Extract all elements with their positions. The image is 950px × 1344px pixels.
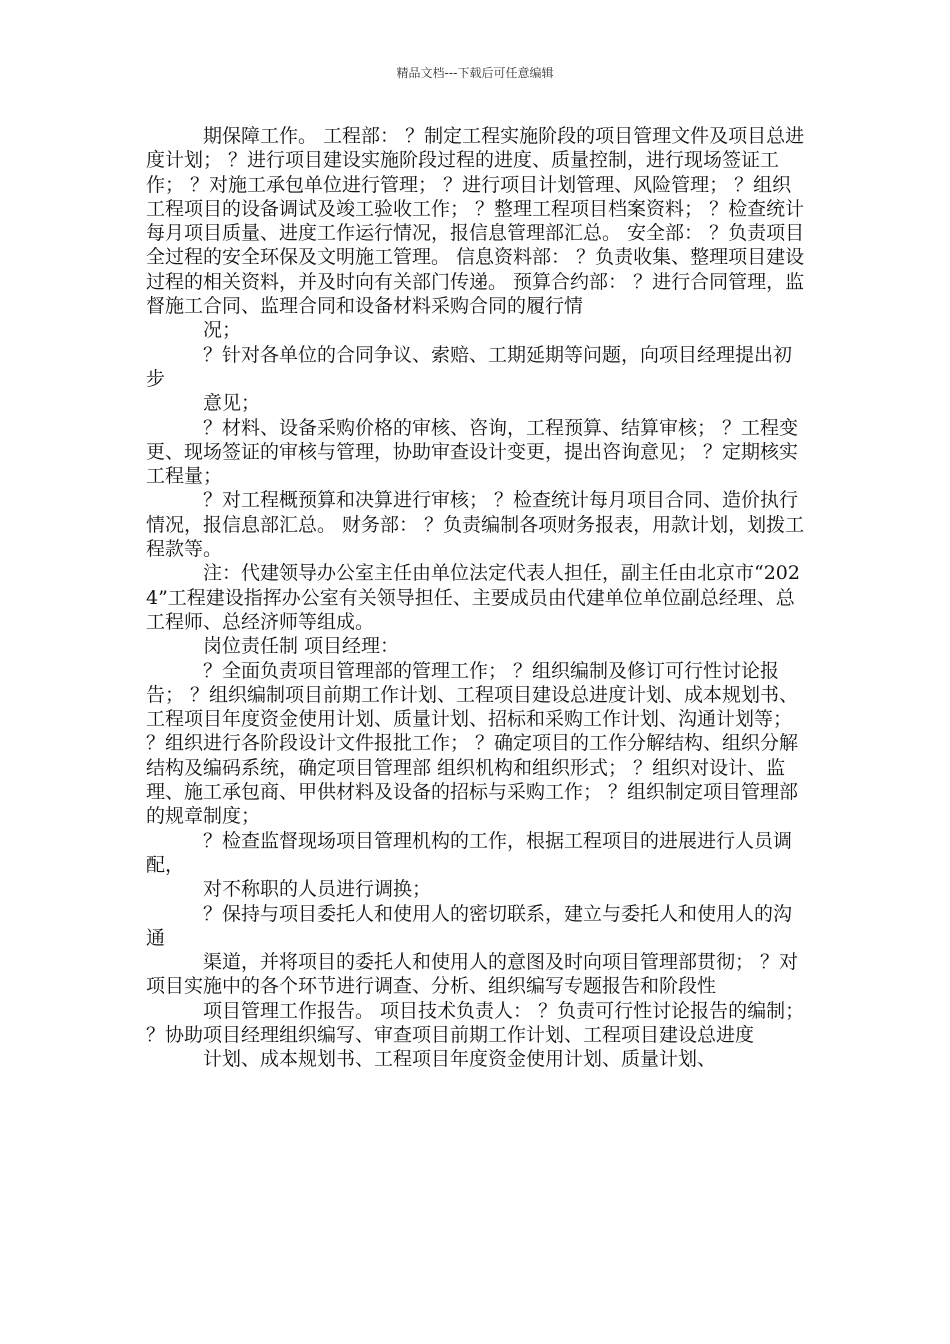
paragraph: 项目管理工作报告。 项目技术负责人： ？负责可行性讨论报告的编制； ？协助项目经理组织编写、审查项目前期工作计划、工程项目建设总进度	[146, 999, 805, 1046]
paragraph: ？材料、设备采购价格的审核、咨询，工程预算、结算审核； ？工程变更、现场签证的审核与管理，协助审查设计变更，提出咨询意见； ？定期核实工程量；	[146, 416, 799, 488]
paragraph: ？对工程概预算和决算进行审核； ？检查统计每月项目合同、造价执行情况，报信息部汇总。 财务部： ？负责编制各项财务报表，用款计划，划拨工程款等。	[146, 489, 805, 561]
paragraph: 意见；	[203, 392, 261, 415]
paragraph: ？保持与项目委托人和使用人的密切联系，建立与委托人和使用人的沟通	[146, 902, 793, 949]
paragraph: 计划、成本规划书、工程项目年度资金使用计划、质量计划、	[203, 1048, 717, 1071]
paragraph: ？检查监督现场项目管理机构的工作，根据工程项目的进展进行人员调配，	[146, 829, 793, 876]
paragraph: 对不称职的人员进行调换；	[203, 878, 432, 901]
paragraph: 渠道，并将项目的委托人和使用人的意图及时向项目管理部贯彻； ？对项目实施中的各个环节进行调查、分析、组织编写专题报告和阶段性	[146, 951, 799, 998]
page-header: 精品文档---下载后可任意编辑	[396, 66, 554, 80]
paragraph: 期保障工作。 工程部： ？制定工程实施阶段的项目管理文件及项目总进度计划； ？进行项目建设实施阶段过程的进度、质量控制，进行现场签证工作； ？对施工承包单位进行管理； ？进行项目计划管理、风险管理； ？组织工程项目的设备调试及竣工验收工作； ？整理工程项目档案资料； ？检查统计每月项目质量、进度工作运行情况，报信息管理部汇总。 安全部： ？负责项目全过程的安全环保及文明施工管理。 信息资料部： ？负责收集、整理项目建设过程的相关资料，并及时向有关部门传递。 预算合约部： ？进行合同管理，监督施工合同、监理合同和设备材料采购合同的履行情	[146, 125, 805, 318]
document-body	[146, 124, 810, 1072]
paragraph: ？针对各单位的合同争议、索赔、工期延期等问题，向项目经理提出初步	[146, 343, 793, 390]
paragraph: ？全面负责项目管理部的管理工作； ？组织编制及修订可行性讨论报告； ？组织编制项目前期工作计划、工程项目建设总进度计划、成本规划书、 工程项目年度资金使用计划、质量计划、招标和采购工作计划、沟通计划等； ？组织进行各阶段设计文件报批工作； ？确定项目的工作分解结构、组织分解结构及编码系统，确定项目管理部 组织机构和组织形式； ？组织对设计、监理、施工承包商、甲供材料及设备的招标与采购工作； ？组织制定项目管理部的规章制度；	[146, 659, 799, 828]
paragraph: 况；	[203, 319, 242, 342]
paragraph: 注：代建领导办公室主任由单位法定代表人担任，副主任由北京市“2024”工程建设指挥办公室有关领导担任、主要成员由代建单位单位副总经理、总工程师、总经济师等组成。	[146, 562, 800, 633]
paragraph: 岗位责任制 项目经理：	[203, 635, 400, 658]
